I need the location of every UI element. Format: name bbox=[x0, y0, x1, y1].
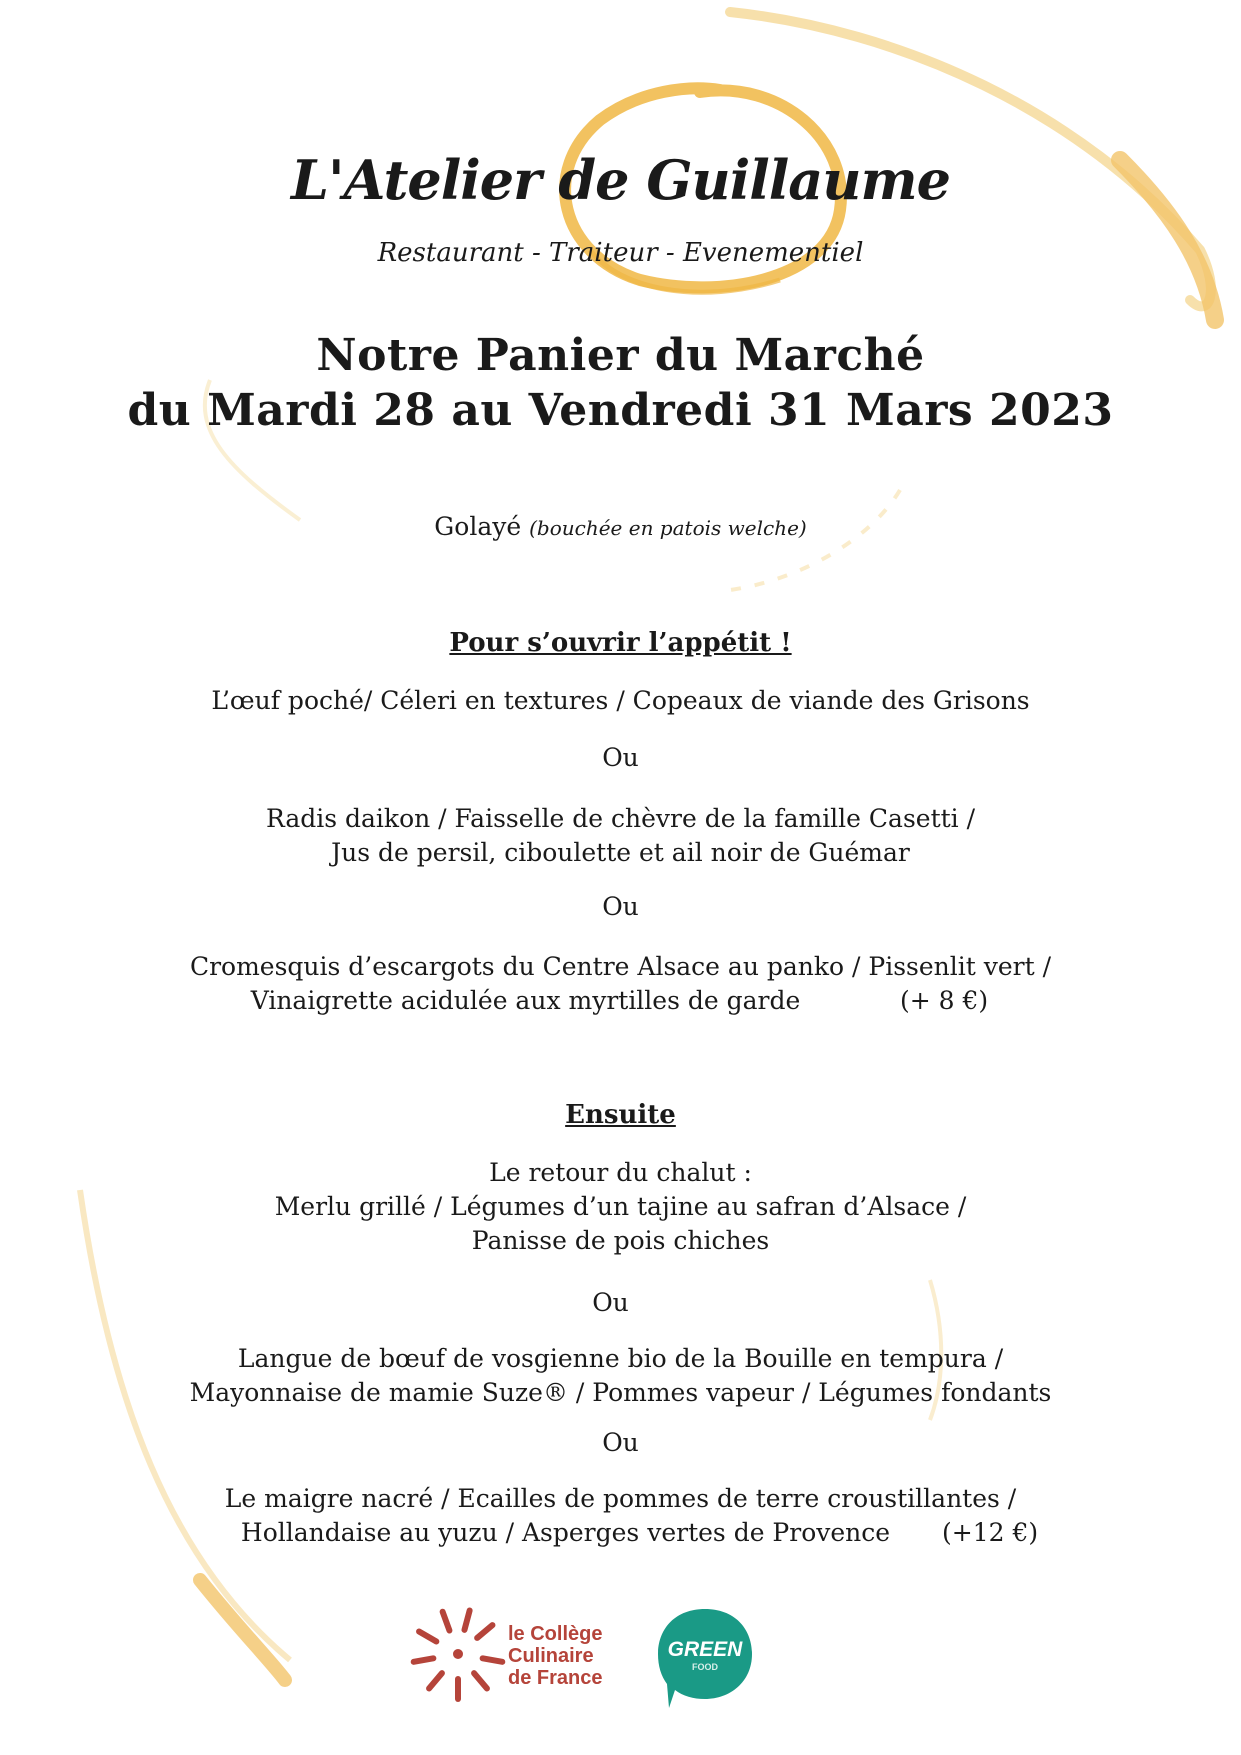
college-sunburst-icon bbox=[410, 1607, 506, 1702]
dish-line: Panisse de pois chiches bbox=[471, 1226, 770, 1255]
dish-line: Mayonnaise de mamie Suze® / Pommes vapeur / Légumes fondants bbox=[189, 1378, 1052, 1407]
section-heading-mains: Ensuite bbox=[565, 1100, 676, 1130]
amuse-bouche-name: Golayé bbox=[434, 512, 522, 541]
amuse-bouche-note: (bouchée en patois welche) bbox=[529, 516, 807, 540]
green-food-word-2: FOOD bbox=[692, 1662, 718, 1672]
green-food-word-1: GREEN bbox=[667, 1638, 743, 1661]
starter-dish-1 bbox=[0, 684, 1241, 718]
main-dish-3 bbox=[0, 1482, 1241, 1550]
starter-dish-3 bbox=[0, 950, 1241, 1018]
or-separator: Ou bbox=[602, 743, 639, 772]
college-culinaire-logo bbox=[410, 1598, 620, 1710]
or-separator: Ou bbox=[592, 1288, 629, 1317]
dish-line: Langue de bœuf de vosgienne bio de la Bouille en tempura / bbox=[237, 1344, 1004, 1373]
menu-date-range: du Mardi 28 au Vendredi 31 Mars 2023 bbox=[127, 385, 1114, 436]
main-dish-2 bbox=[0, 1342, 1241, 1410]
starter-dish-2 bbox=[0, 802, 1241, 870]
menu-title: Notre Panier du Marché bbox=[316, 330, 925, 381]
dish-line: Vinaigrette acidulée aux myrtilles de garde bbox=[250, 986, 801, 1015]
or-separator: Ou bbox=[602, 892, 639, 921]
dish-line: Le maigre nacré / Ecailles de pommes de terre croustillantes / bbox=[224, 1484, 1017, 1513]
green-food-logo bbox=[655, 1604, 755, 1714]
main-dish-1 bbox=[0, 1156, 1241, 1258]
college-line-2: Culinaire bbox=[508, 1645, 594, 1667]
supplement-price: (+ 8 €) bbox=[900, 986, 989, 1015]
amuse-bouche bbox=[0, 512, 1241, 541]
dish-line: Jus de persil, ciboulette et ail noir de Guémar bbox=[331, 838, 910, 867]
section-heading-starters: Pour s’ouvrir l’appétit ! bbox=[449, 628, 792, 658]
or-separator: Ou bbox=[602, 1428, 639, 1457]
dish-line: Cromesquis d’escargots du Centre Alsace au panko / Pissenlit vert / bbox=[189, 952, 1052, 981]
supplement-price: (+12 €) bbox=[942, 1518, 1039, 1547]
dish-line-with-price bbox=[0, 984, 1241, 1018]
dish-line: Le retour du chalut : bbox=[489, 1158, 752, 1187]
dish-line: Hollandaise au yuzu / Asperges vertes de Provence bbox=[240, 1518, 891, 1547]
restaurant-logo-tagline: Restaurant - Traiteur - Evenementiel bbox=[377, 238, 864, 268]
dish-line-with-price bbox=[0, 1516, 1241, 1550]
dish-line: Radis daikon / Faisselle de chèvre de la famille Casetti / bbox=[265, 804, 976, 833]
dish-line: L’œuf poché/ Céleri en textures / Copeaux de viande des Grisons bbox=[211, 686, 1030, 715]
college-line-1: le Collège bbox=[508, 1623, 603, 1645]
college-line-3: de France bbox=[508, 1667, 603, 1689]
dish-line: Merlu grillé / Légumes d’un tajine au safran d’Alsace / bbox=[274, 1192, 967, 1221]
restaurant-logo-name: L'Atelier de Guillaume bbox=[291, 148, 950, 212]
